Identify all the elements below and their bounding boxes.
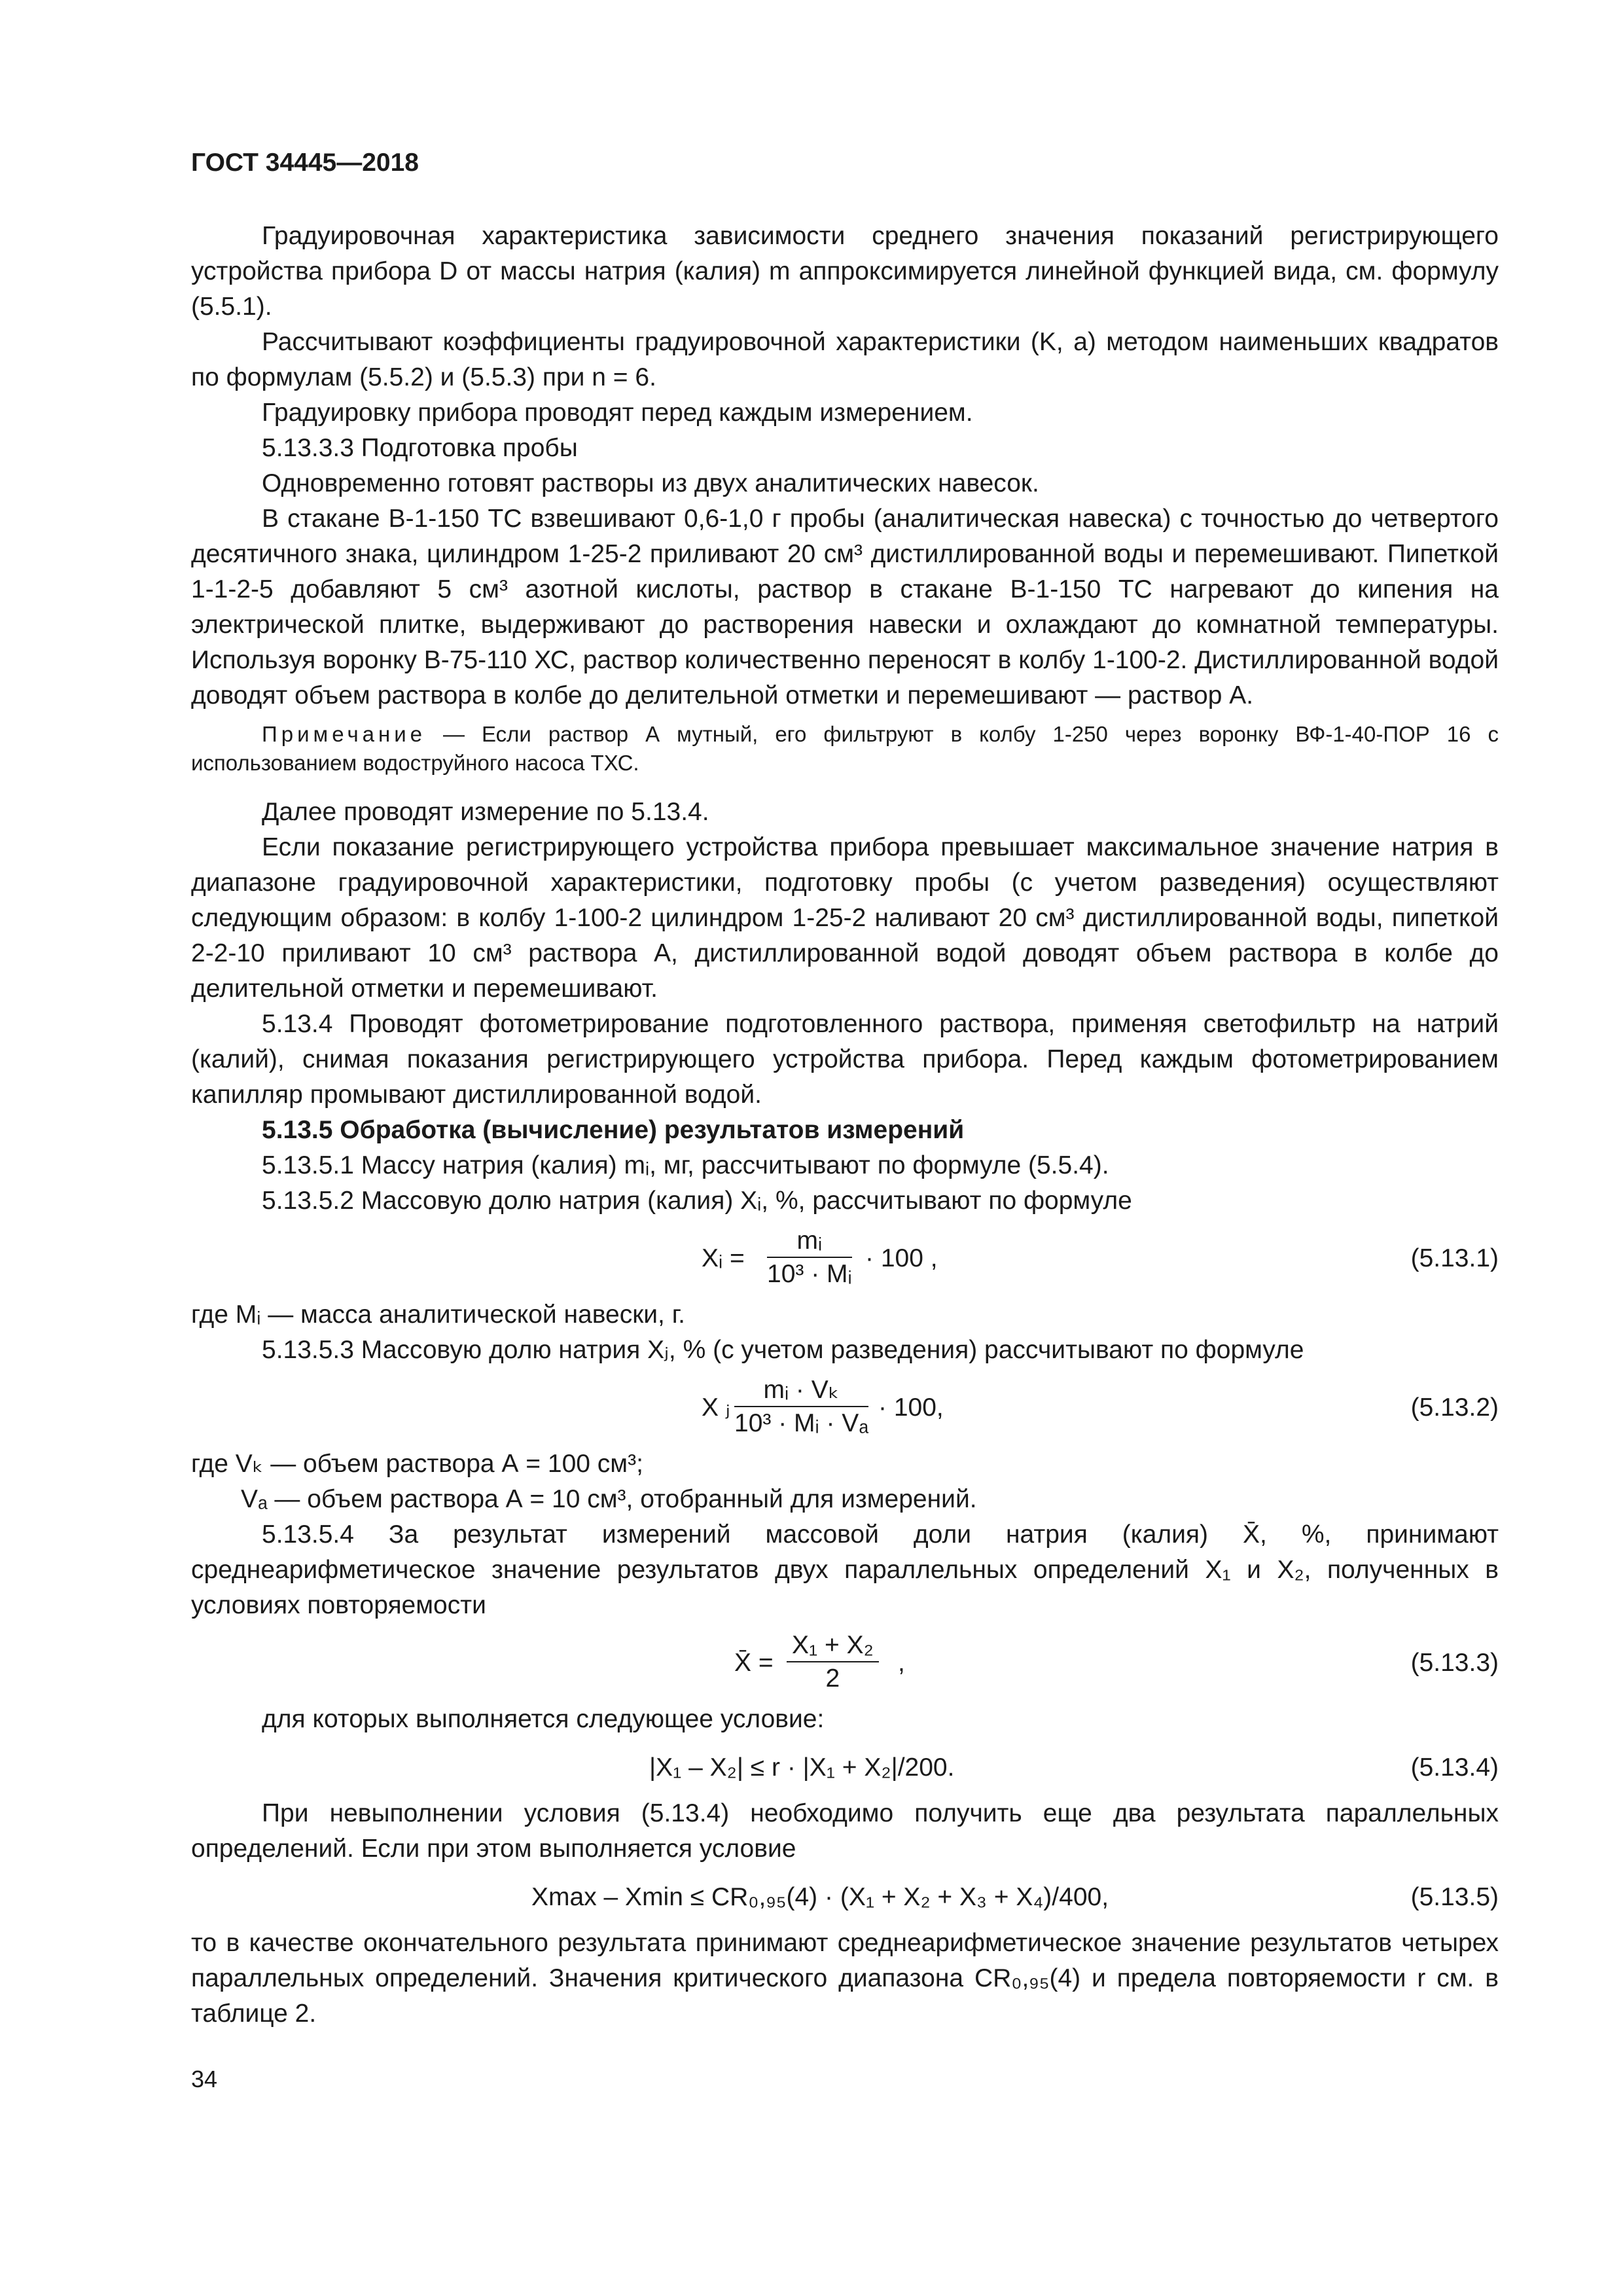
paragraph: Одновременно готовят растворы из двух аналитических навесок. bbox=[262, 469, 1039, 497]
paragraph: 5.13.4 Проводят фотометрирование подготовленного раствора, применяя светофильтр на натрий (калий), снимая показания регистрирующего устройства прибора. Перед каждым фотометрированием капилляр промывают дистиллированной водой. bbox=[191, 1010, 1499, 1109]
paragraph: При невыполнении условия (5.13.4) необходимо получить еще два результата параллельных определений. Если при этом выполняется условие bbox=[191, 1799, 1499, 1863]
paragraph: для которых выполняется следующее условие: bbox=[262, 1705, 825, 1733]
paragraph: Градуировку прибора проводят перед каждым измерением. bbox=[262, 399, 973, 427]
note bbox=[191, 720, 1499, 778]
paragraph: Рассчитывают коэффициенты градуировочной характеристики (K, a) методом наименьших квадратов по формулам (5.5.2) и (5.5.3) при n = 6. bbox=[191, 328, 1499, 391]
formula-tail: , bbox=[898, 1649, 905, 1677]
numerator: mᵢ · Vₖ bbox=[734, 1374, 868, 1407]
paragraph: 5.13.5.2 Массовую долю натрия (калия) Xᵢ, %, рассчитывают по формуле bbox=[262, 1187, 1132, 1215]
paragraph: то в качестве окончательного результата принимают среднеарифметическое значение результатов четырех параллельных определений. Значения критического диапазона CR₀,₉₅(4) и предела повторяемости r см. в таблице 2. bbox=[191, 1929, 1499, 2028]
formula-number: (5.13.5) bbox=[1410, 1883, 1499, 1911]
paragraph: 5.13.5.3 Массовую долю натрия Xⱼ, % (с учетом разведения) рассчитывают по формуле bbox=[262, 1336, 1304, 1364]
formula-5-13-4 bbox=[191, 1737, 1499, 1796]
formula-5-13-5 bbox=[191, 1867, 1499, 1926]
formula-5-13-2 bbox=[191, 1368, 1499, 1446]
formula-text: |X₁ – X₂| ≤ r · |X₁ + X₂|/200. bbox=[649, 1753, 955, 1782]
paragraph: Если показание регистрирующего устройства прибора превышает максимальное значение натрия в диапазоне градуировочной характеристики, подготовку пробы (с учетом разведения) осуществляют следующим образом: в колбу 1-100-2 цилиндром 1-25-2 наливают 20 см³ дистиллированной воды, пипеткой 2-2-10 приливают 10 см³ раствора А, дистиллированной водой доводят объем раствора в колбе до делительной отметки и перемешивают. bbox=[191, 833, 1499, 1003]
formula-lhs: X ⱼ bbox=[702, 1393, 730, 1422]
formula-number: (5.13.2) bbox=[1410, 1393, 1499, 1422]
where-clause: где Mᵢ — масса аналитической навески, г. bbox=[191, 1300, 686, 1329]
where-clause: где Vₖ — объем раствора А = 100 см³; bbox=[191, 1450, 643, 1478]
paragraph: 5.13.5.1 Массу натрия (калия) mᵢ, мг, рассчитывают по формуле (5.5.4). bbox=[262, 1151, 1109, 1179]
formula-tail: · 100 , bbox=[865, 1244, 938, 1272]
formula-lhs: Xᵢ = bbox=[702, 1244, 745, 1272]
formula-number: (5.13.4) bbox=[1410, 1753, 1499, 1782]
formula-tail: · 100, bbox=[878, 1393, 944, 1422]
formula-5-13-3 bbox=[191, 1623, 1499, 1702]
where-clause: Vₐ — объем раствора А = 10 см³, отобранный для измерений. bbox=[241, 1485, 977, 1513]
fraction bbox=[787, 1630, 879, 1695]
note-label: Примечание bbox=[262, 722, 427, 746]
denominator: 10³ · Mᵢ bbox=[767, 1260, 852, 1288]
formula-lhs: X̄ = bbox=[734, 1649, 774, 1677]
paragraph: Далее проводят измерение по 5.13.4. bbox=[262, 798, 709, 826]
section-heading: 5.13.5 Обработка (вычисление) результатов измерений bbox=[262, 1116, 965, 1144]
formula-number: (5.13.3) bbox=[1410, 1649, 1499, 1677]
section-heading: 5.13.3.3 Подготовка пробы bbox=[262, 434, 578, 462]
numerator: X₁ + X₂ bbox=[787, 1630, 879, 1662]
numerator: mᵢ bbox=[767, 1225, 852, 1258]
fraction bbox=[734, 1374, 868, 1440]
paragraph: В стакане В-1-150 ТС взвешивают 0,6-1,0 г пробы (аналитическая навеска) с точностью до четвертого десятичного знака, цилиндром 1-25-2 приливают 20 см³ дистиллированной воды и перемешивают. Пипеткой 1-1-2-5 добавляют 5 см³ азотной кислоты, раствор в стакане В-1-150 ТС нагревают до кипения на электрической плитке, выдерживают до растворения навески и охлаждают до комнатной температуры. Используя воронку В-75-110 ХС, раствор количественно переносят в колбу 1-100-2. Дистиллированной водой доводят объем раствора в колбе до делительной отметки и перемешивают — раствор А. bbox=[191, 505, 1499, 709]
denominator: 10³ · Mᵢ · Vₐ bbox=[734, 1409, 868, 1437]
formula-text: Xmax – Xmin ≤ CR₀,₉₅(4) · (X₁ + X₂ + X₃ + X₄)/400, bbox=[531, 1883, 1109, 1911]
note-text: — Если раствор А мутный, его фильтруют в колбу 1-250 через воронку ВФ-1-40-ПОР 16 с использованием водоструйного насоса ТХС. bbox=[191, 722, 1499, 775]
page-body bbox=[191, 219, 1499, 2032]
denominator: 2 bbox=[825, 1664, 840, 1693]
formula-number: (5.13.1) bbox=[1410, 1244, 1499, 1272]
document-header: ГОСТ 34445—2018 bbox=[191, 149, 419, 177]
fraction bbox=[767, 1225, 852, 1291]
formula-5-13-1 bbox=[191, 1219, 1499, 1297]
paragraph: Градуировочная характеристика зависимости среднего значения показаний регистрирующего устройства прибора D от массы натрия (калия) m аппроксимируется линейной функцией вида, см. формулу (5.5.1). bbox=[191, 222, 1499, 321]
page-number: 34 bbox=[191, 2066, 218, 2092]
paragraph: 5.13.5.4 За результат измерений массовой доли натрия (калия) X̄, %, принимают среднеарифметическое значение результатов двух параллельных определений X₁ и X₂, полученных в условиях повторяемости bbox=[191, 1520, 1499, 1619]
